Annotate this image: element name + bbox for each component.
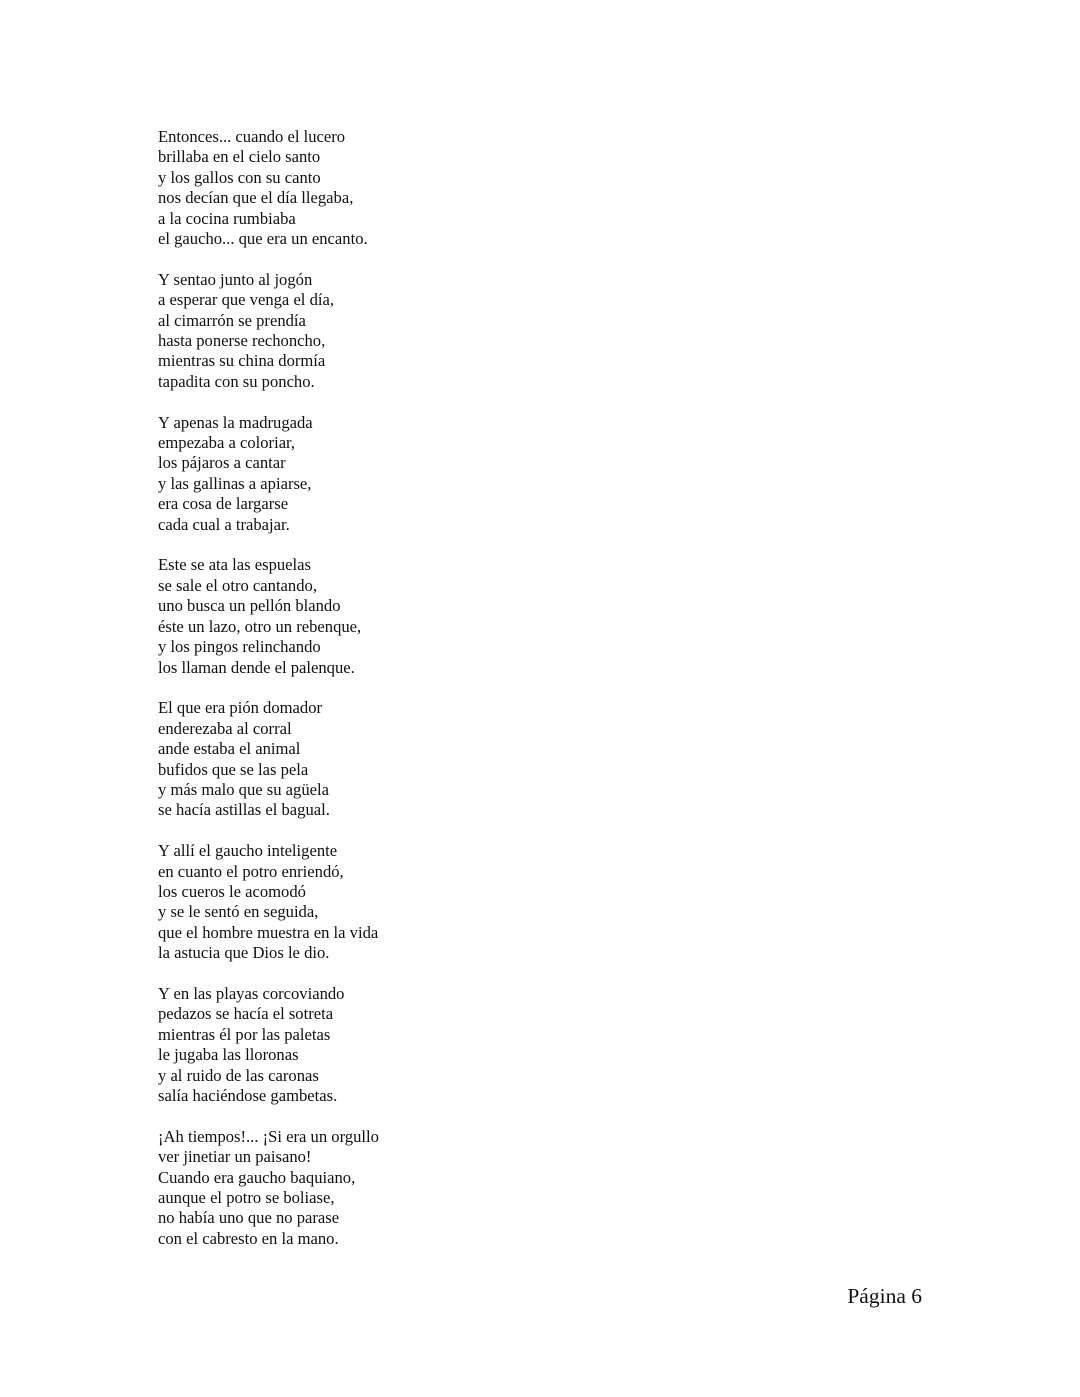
poem-line: al cimarrón se prendía (158, 310, 306, 330)
poem-line: y los gallos con su canto (158, 167, 321, 187)
stanza (158, 841, 379, 963)
poem-line: enderezaba al corral (158, 718, 292, 738)
poem-line: brillaba en el cielo santo (158, 147, 321, 167)
poem-line: Y allí el gaucho inteligente (158, 841, 338, 861)
poem-line: ande estaba el animal (158, 739, 301, 759)
poem-line: pedazos se hacía el sotreta (158, 1004, 334, 1024)
poem-line: que el hombre muestra en la vida (158, 922, 379, 942)
stanza (158, 984, 379, 1106)
poem-line: no había uno que no parase (158, 1208, 340, 1228)
poem-line: se sale el otro cantando, (158, 575, 317, 595)
poem-line: cada cual a trabajar. (158, 514, 290, 534)
poem-line: nos decían que el día llegaba, (158, 188, 354, 208)
poem-line: tapadita con su poncho. (158, 371, 315, 391)
poem-line: en cuanto el potro enriendó, (158, 861, 344, 881)
poem-line: empezaba a coloriar, (158, 433, 296, 453)
poem-line: el gaucho... que era un encanto. (158, 229, 368, 249)
poem-line: y al ruido de las caronas (158, 1065, 319, 1085)
poem-line: El que era pión domador (158, 698, 323, 718)
poem-line: Y en las playas corcoviando (158, 983, 345, 1003)
stanza (158, 555, 379, 677)
poem-line: aunque el potro se boliase, (158, 1188, 335, 1208)
poem-line: Y sentao junto al jogón (158, 269, 313, 289)
poem-line: uno busca un pellón blando (158, 596, 341, 616)
poem-line: era cosa de largarse (158, 494, 289, 514)
poem-line: y se le sentó en seguida, (158, 902, 319, 922)
stanza (158, 698, 379, 820)
poem-line: hasta ponerse rechoncho, (158, 331, 326, 351)
poem-line: con el cabresto en la mano. (158, 1228, 339, 1248)
poem-line: los llaman dende el palenque. (158, 657, 355, 677)
poem-line: Cuando era gaucho baquiano, (158, 1167, 356, 1187)
poem-line: éste un lazo, otro un rebenque, (158, 616, 362, 636)
stanza (158, 127, 379, 249)
poem-line: mientras su china dormía (158, 351, 326, 371)
poem-line: salía haciéndose gambetas. (158, 1086, 338, 1105)
page-number: Página 6 (847, 1284, 922, 1308)
poem-line: a la cocina rumbiaba (158, 208, 296, 228)
poem-line: ¡Ah tiempos!... ¡Si era un orgullo (158, 1126, 379, 1146)
poem-line: la astucia que Dios le dio. (158, 943, 330, 963)
poem-line: Este se ata las espuelas (158, 555, 311, 575)
poem-line: y los pingos relinchando (158, 637, 321, 657)
poem-line: Y apenas la madrugada (158, 412, 313, 432)
poem-line: se hacía astillas el bagual. (158, 800, 330, 820)
poem-line: y las gallinas a apiarse, (158, 473, 312, 493)
stanza (158, 413, 379, 535)
poem-body (158, 127, 379, 1270)
poem-line: y más malo que su agüela (158, 779, 329, 799)
stanza (158, 1127, 379, 1249)
poem-line: bufidos que se las pela (158, 759, 309, 779)
poem-line: Entonces... cuando el lucero (158, 127, 346, 146)
poem-line: a esperar que venga el día, (158, 290, 334, 310)
poem-line: le jugaba las lloronas (158, 1045, 299, 1065)
poem-line: los pájaros a cantar (158, 453, 286, 473)
poem-line: ver jinetiar un paisano! (158, 1147, 312, 1167)
poem-line: los cueros le acomodó (158, 881, 306, 901)
stanza (158, 270, 379, 392)
poem-line: mientras él por las paletas (158, 1024, 331, 1044)
